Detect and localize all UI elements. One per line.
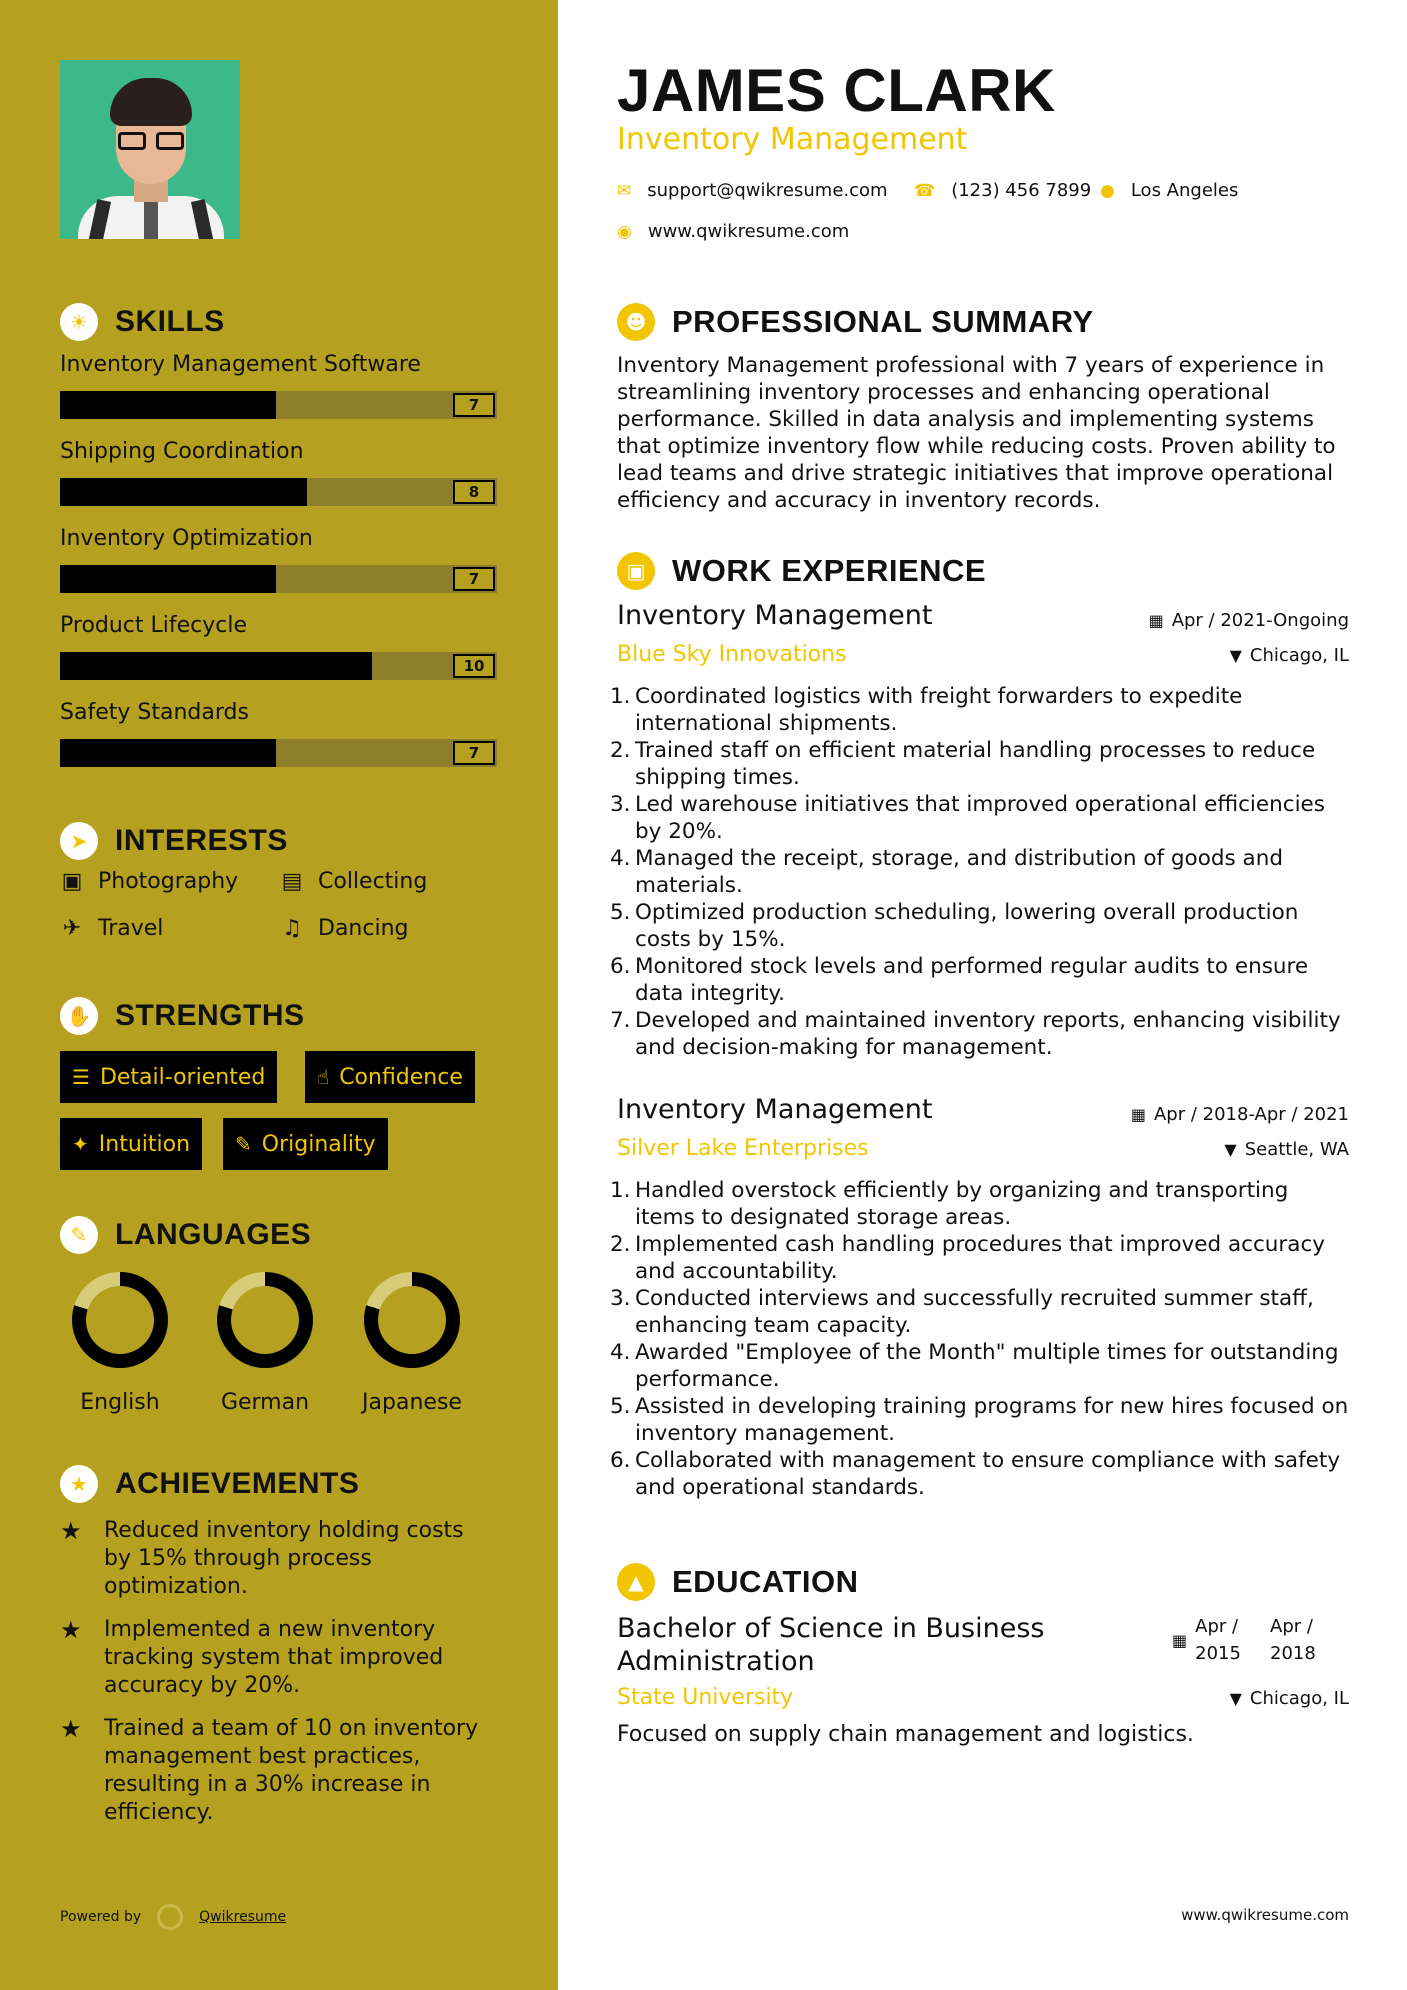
strengths-title: STRENGTHS [115,999,305,1032]
interest-label: Collecting [318,869,428,894]
bullet-text: Optimized production scheduling, lowering overall production costs by 15%. [635,900,1299,952]
languages-title: LANGUAGES [115,1218,312,1251]
strength-label: Confidence [339,1064,463,1090]
education-end-text: Apr / 2018 [1270,1616,1316,1664]
bullet-text: Led warehouse initiatives that improved operational efficiencies by 20%. [635,792,1325,844]
summary-heading [617,303,1094,341]
archive-icon: ▤ [281,869,303,894]
job-date [1131,1104,1349,1125]
bullet-number: 5. [610,1394,631,1419]
powered-by [60,1904,286,1930]
bullet-text: Developed and maintained inventory reports, enhancing visibility and decision-making for management. [635,1008,1341,1060]
language-donut [217,1272,313,1368]
skill-name: Shipping Coordination [60,439,304,464]
calendar-icon: ▦ [1148,611,1164,630]
thumbs-up-icon: ☝ [317,1065,330,1089]
user-icon: ☻ [617,303,655,341]
profile-photo [60,60,240,239]
language-item [205,1272,325,1415]
job-bullet [610,1177,1352,1231]
interest-label: Photography [98,869,239,894]
job-bullet [610,899,1352,953]
envelope-icon: ✉ [617,180,632,201]
skills-heading [60,303,225,341]
skill-bar-fill [60,478,307,506]
hand-icon: ✋ [60,997,98,1035]
job-date [1149,610,1349,631]
skill-level: 7 [453,741,495,765]
job-bullet [610,953,1352,1007]
skill-bar [60,739,497,767]
job-company: Silver Lake Enterprises [617,1136,869,1161]
job-bullets [610,1177,1352,1501]
plane-icon: ✈ [62,916,82,941]
job-location-text: Chicago, IL [1249,645,1349,666]
bullet-number: 5. [610,900,631,925]
location-text: Los Angeles [1130,180,1239,201]
calendar-icon: ▦ [1172,1630,1188,1650]
strengths-heading [60,997,305,1035]
skill-level: 8 [453,480,495,504]
education-school: State University [617,1685,794,1710]
job-bullet [610,737,1352,791]
lightbulb-icon: ☀ [60,303,98,341]
phone-text: (123) 456 7899 [951,180,1092,201]
bullet-text: Collaborated with management to ensure compliance with safety and operational standards. [635,1448,1341,1500]
interests-title: INTERESTS [115,824,288,857]
skill-name: Safety Standards [60,700,249,725]
languages-heading [60,1216,311,1254]
job-bullet [610,1231,1352,1285]
job-bullet [610,1007,1352,1061]
job-company: Blue Sky Innovations [617,642,847,667]
strength-label: Originality [261,1131,376,1157]
interest-label: Dancing [318,916,409,941]
experience-title: WORK EXPERIENCE [672,553,987,588]
education-location [1230,1688,1349,1709]
candidate-role: Inventory Management [617,122,968,157]
music-icon: ♫ [282,916,302,941]
skills-title: SKILLS [115,305,225,338]
interest-item [280,916,408,941]
achievement-text: Trained a team of 10 on inventory management best practices, resulting in a 30% increase in efficiency. [104,1716,479,1825]
education-description: Focused on supply chain management and logistics. [617,1722,1194,1747]
bullet-number: 3. [610,1286,631,1311]
summary-title: PROFESSIONAL SUMMARY [672,304,1094,339]
bullet-number: 4. [610,1340,631,1365]
job-location [1230,645,1349,666]
wand-icon: ✦ [72,1132,89,1156]
achievement-text: Reduced inventory holding costs by 15% through process optimization. [104,1518,464,1599]
education-location-text: Chicago, IL [1249,1688,1349,1709]
job-date-text: Apr / 2021-Ongoing [1171,610,1349,631]
interest-item [60,869,238,894]
bullet-text: Conducted interviews and successfully recruited summer staff, enhancing team capacity. [635,1286,1314,1338]
pushpin-icon: ▼ [1229,646,1242,665]
language-item [352,1272,472,1415]
star-icon: ★ [60,1517,82,1545]
language-donut [72,1272,168,1368]
bullet-text: Implemented cash handling procedures that improved accuracy and accountability. [635,1232,1325,1284]
calendar-icon: ▦ [1130,1105,1146,1124]
phone-icon: ☎ [914,180,936,201]
graduation-cap-icon: ▲ [617,1563,655,1601]
bullet-number: 4. [610,846,631,871]
language-name: English [80,1390,160,1415]
email-text: support@qwikresume.com [647,180,888,201]
education-end [1270,1613,1316,1667]
language-icon: ✎ [60,1216,98,1254]
bullet-number: 6. [610,954,631,979]
qwikresume-logo-icon [157,1904,183,1930]
language-name: German [220,1390,310,1415]
briefcase-icon: ▣ [617,552,655,590]
bullet-text: Awarded "Employee of the Month" multiple times for outstanding performance. [635,1340,1339,1392]
bullet-text: Assisted in developing training programs for new hires focused on inventory management. [635,1394,1349,1446]
skill-name: Inventory Optimization [60,526,313,551]
interest-item [280,869,427,894]
education-heading [617,1563,858,1601]
skill-bar [60,652,497,680]
skill-bar [60,565,497,593]
bullet-number: 6. [610,1448,631,1473]
job-location [1224,1139,1349,1160]
interests-heading [60,822,288,860]
job-title: Inventory Management [617,600,933,631]
education-start [1172,1613,1241,1667]
education-degree: Bachelor of Science in Business Administration [617,1613,1045,1677]
summary-text: Inventory Management professional with 7 years of experience in streamlining inventory processes and enhancing operational performance. Skilled in data analysis and implementing systems that optimize inventory flow while reducing costs. Proven ability to lead teams and drive strategic initiatives that improve operational efficiency and accuracy in inventory records. [617,353,1336,513]
strength-badge [60,1118,202,1170]
language-donut [364,1272,460,1368]
language-name: Japanese [362,1390,462,1415]
candidate-name: JAMES CLARK [617,57,1056,124]
interest-label: Travel [98,916,164,941]
bullet-text: Coordinated logistics with freight forwarders to expedite international shipments. [635,684,1243,736]
bullet-number: 1. [610,684,631,709]
experience-heading [617,552,986,590]
bullet-number: 2. [610,1232,631,1257]
job-bullet [610,1447,1352,1501]
skill-bar [60,391,497,419]
job-bullet [610,845,1352,899]
skill-level: 7 [453,393,495,417]
skill-bar-fill [60,739,276,767]
education-title: EDUCATION [672,1564,859,1599]
achievement-item [60,1715,500,1827]
achievement-item [60,1517,500,1601]
bullet-number: 7. [610,1008,631,1033]
achievement-item [60,1616,500,1700]
map-pin-icon: ● [1100,180,1115,201]
job-bullet [610,1285,1352,1339]
job-date-text: Apr / 2018-Apr / 2021 [1153,1104,1349,1125]
job-bullet [610,1393,1352,1447]
contact-phone[interactable] [914,180,1091,201]
pushpin-icon: ▼ [1224,1140,1237,1159]
bullet-text: Trained staff on efficient material handling processes to reduce shipping times. [635,738,1316,790]
website-text: www.qwikresume.com [647,221,850,242]
camera-icon: ▣ [61,869,83,894]
footer-url[interactable]: www.qwikresume.com [1181,1906,1349,1924]
skill-bar-fill [60,391,276,419]
bullet-text: Monitored stock levels and performed regular audits to ensure data integrity. [635,954,1309,1006]
strength-badge [60,1051,277,1103]
skill-level: 10 [453,654,495,678]
bullet-number: 3. [610,792,631,817]
achievements-title: ACHIEVEMENTS [115,1467,360,1500]
job-bullet [610,683,1352,737]
skill-bar-fill [60,565,276,593]
contact-email[interactable] [617,180,888,201]
strength-badge [305,1051,475,1103]
skill-bar-fill [60,652,372,680]
powered-by-label: Powered by [60,1909,142,1925]
education-start-text: Apr / 2015 [1195,1616,1241,1664]
contact-location [1100,180,1238,201]
star-badge-icon: ★ [60,1465,98,1503]
globe-icon: ◉ [617,221,632,242]
skill-name: Product Lifecycle [60,613,248,638]
job-bullet [610,791,1352,845]
strength-label: Detail-oriented [99,1064,266,1090]
list-icon: ☰ [72,1065,90,1089]
skill-level: 7 [453,567,495,591]
job-title: Inventory Management [617,1094,933,1125]
language-item [60,1272,180,1415]
brand-link[interactable]: Qwikresume [199,1909,287,1925]
sidebar [0,0,558,1990]
star-icon: ★ [60,1616,82,1644]
job-bullet [610,1339,1352,1393]
strength-label: Intuition [98,1131,191,1157]
star-icon: ★ [60,1715,82,1743]
job-location-text: Seattle, WA [1244,1139,1349,1160]
skill-bar [60,478,497,506]
strength-badge [223,1118,388,1170]
paper-plane-icon: ➤ [60,822,98,860]
bullet-number: 1. [610,1178,631,1203]
pushpin-icon: ▼ [1229,1689,1242,1708]
bullet-text: Handled overstock efficiently by organizing and transporting items to designated storage areas. [635,1178,1289,1230]
job-bullets [610,683,1352,1061]
pencil-icon: ✎ [235,1132,252,1156]
interest-item [60,916,163,941]
bullet-text: Managed the receipt, storage, and distribution of goods and materials. [635,846,1283,898]
bullet-number: 2. [610,738,631,763]
skill-name: Inventory Management Software [60,352,421,377]
achievements-heading [60,1465,359,1503]
contact-website[interactable] [617,221,849,242]
achievement-text: Implemented a new inventory tracking system that improved accuracy by 20%. [104,1617,444,1698]
